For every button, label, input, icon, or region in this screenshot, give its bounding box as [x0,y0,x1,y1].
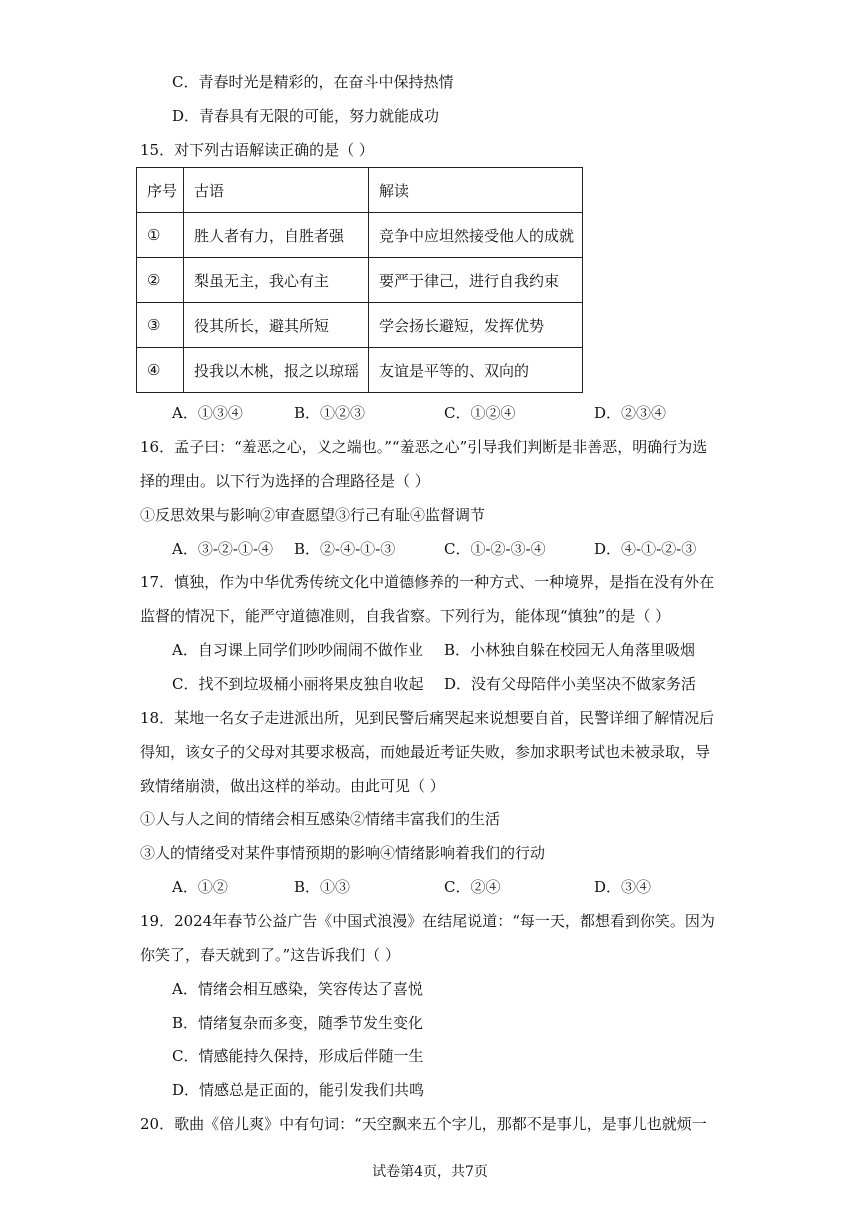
q15-option-a: A．①③④ [172,404,243,422]
table-cell: ③ [137,303,184,348]
q19-stem-line2: 你笑了，春天就到了。”这告诉我们（ ） [140,946,400,964]
q16-option-d: D．④-①-②-③ [594,540,697,558]
page-footer: 试卷第4页，共7页 [372,1164,488,1180]
table-cell: 投我以木桃，报之以琼瑶 [184,348,369,393]
q19-stem-line1: 19．2024年春节公益广告《中国式浪漫》在结尾说道：“每一天，都想看到你笑。因为 [140,912,715,930]
q15-option-b: B．①②③ [294,404,366,422]
q19-option-c: C．情感能持久保持，形成后伴随一生 [172,1047,424,1065]
q15-stem: 15．对下列古语解读正确的是（ ） [140,141,374,159]
q16-option-c: C．①-②-③-④ [444,540,546,558]
table-row [137,303,583,348]
q17-stem-line2: 监督的情况下，能严守道德准则，自我省察。下列行为，能体现“慎独”的是（ ） [140,607,671,625]
q14-option-c: C．青春时光是精彩的，在奋斗中保持热情 [172,73,454,91]
q17-option-a: A．自习课上同学们吵吵闹闹不做作业 [172,641,423,659]
table-header-cell: 序号 [137,168,184,213]
q16-stem-line1: 16．孟子曰：“羞恶之心，义之端也。”“羞恶之心”引导我们判断是非善恶，明确行为选 [140,438,708,456]
table-cell: ② [137,258,184,303]
q16-option-b: B．②-④-①-③ [294,540,396,558]
q19-option-b: B．情绪复杂而多变，随季节发生变化 [172,1014,424,1032]
q18-items-line2: ③人的情绪受对某件事情预期的影响④情绪影响着我们的行动 [140,844,546,862]
q16-option-a: A．③-②-①-④ [172,540,274,558]
q16-stem-line2: 择的理由。以下行为选择的合理路径是（ ） [140,472,430,490]
q15-option-c: C．①②④ [444,404,516,422]
q19-option-a: A．情绪会相互感染，笑容传达了喜悦 [172,980,423,998]
table-cell: ④ [137,348,184,393]
q17-option-c: C．找不到垃圾桶小丽将果皮独自收起 [172,675,424,693]
q17-option-b: B．小林独自躲在校园无人角落里吸烟 [444,641,696,659]
table-header-cell: 解读 [369,168,583,213]
q15-table [136,167,583,393]
q18-stem-line3: 致情绪崩溃，做出这样的举动。由此可见（ ） [140,777,445,795]
q18-stem-line2: 得知，该女子的父母对其要求极高，而她最近考证失败，参加求职考试也未被录取，导 [140,743,711,761]
table-cell: 要严于律己，进行自我约束 [369,258,583,303]
q20-stem-line1: 20．歌曲《倍儿爽》中有句词：“天空飘来五个字儿，那都不是事儿，是事儿也就烦一 [140,1115,707,1133]
table-cell: 梨虽无主，我心有主 [184,258,369,303]
table-header-cell: 古语 [184,168,369,213]
table-cell: 胜人者有力，自胜者强 [184,213,369,258]
q14-option-d: D．青春具有无限的可能，努力就能成功 [172,107,440,125]
q15-option-d: D．②③④ [594,404,667,422]
table-cell: 竞争中应坦然接受他人的成就 [369,213,583,258]
table-cell: 役其所长，避其所短 [184,303,369,348]
table-row [137,348,583,393]
table-cell: ① [137,213,184,258]
q18-option-b: B．①③ [294,878,351,896]
table-row [137,213,583,258]
q17-stem-line1: 17．慎独，作为中华优秀传统文化中道德修养的一种方式、一种境界，是指在没有外在 [140,573,715,591]
q18-option-c: C．②④ [444,878,501,896]
table-cell: 友谊是平等的、双向的 [369,348,583,393]
q18-option-d: D．③④ [594,878,652,896]
q18-stem-line1: 18．某地一名女子走进派出所，见到民警后痛哭起来说想要自首，民警详细了解情况后 [140,709,715,727]
q19-option-d: D．情感总是正面的，能引发我们共鸣 [172,1081,425,1099]
q18-items-line1: ①人与人之间的情绪会相互感染②情绪丰富我们的生活 [140,810,501,828]
table-cell: 学会扬长避短，发挥优势 [369,303,583,348]
q17-option-d: D．没有父母陪伴小美坚决不做家务活 [444,675,697,693]
table-row [137,258,583,303]
q18-option-a: A．①② [172,878,228,896]
table-header-row [137,168,583,213]
q16-items: ①反思效果与影响②审查愿望③行己有耻④监督调节 [140,506,486,524]
